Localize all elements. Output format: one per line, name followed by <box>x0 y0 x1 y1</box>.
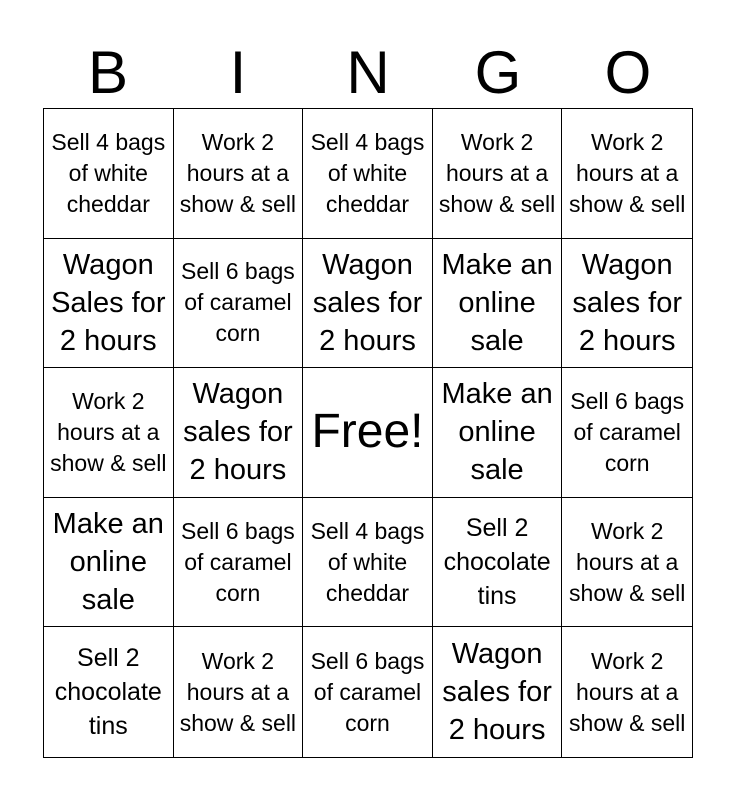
cell-text: Sell 6 bags of caramel corn <box>180 517 295 606</box>
cell-text: Wagon sales for 2 hours <box>442 638 552 747</box>
cell-text: Work 2 hours at a show & sell <box>569 517 686 606</box>
header-letter-n: N <box>346 39 390 106</box>
bingo-cell[interactable] <box>562 627 692 757</box>
bingo-cell[interactable] <box>303 498 433 628</box>
cell-text: Work 2 hours at a show & sell <box>179 128 297 217</box>
cell-text: Sell 6 bags of caramel corn <box>570 387 685 476</box>
bingo-cell[interactable] <box>433 627 563 757</box>
header-letter-o: O <box>604 39 652 106</box>
cell-text: Work 2 hours at a show & sell <box>50 387 167 476</box>
bingo-cell[interactable] <box>562 498 692 628</box>
bingo-cell[interactable] <box>174 498 304 628</box>
cell-text: Make an online sale <box>441 248 553 357</box>
cell-text: Sell 6 bags of caramel corn <box>180 258 295 347</box>
bingo-cell[interactable] <box>303 109 433 239</box>
bingo-cell[interactable] <box>303 239 433 369</box>
cell-text: Make an online sale <box>52 508 164 617</box>
bingo-cell[interactable] <box>562 239 692 369</box>
bingo-cell[interactable] <box>44 239 174 369</box>
bingo-cell[interactable] <box>562 109 692 239</box>
cell-text: Make an online sale <box>441 378 553 487</box>
free-space-cell[interactable] <box>303 368 433 498</box>
bingo-cell[interactable] <box>303 627 433 757</box>
bingo-cell[interactable] <box>174 627 304 757</box>
cell-text: Wagon Sales for 2 hours <box>51 248 166 357</box>
cell-text: Wagon sales for 2 hours <box>312 248 423 357</box>
cell-text: Sell 6 bags of caramel corn <box>310 647 425 736</box>
cell-text: Work 2 hours at a show & sell <box>179 647 297 736</box>
bingo-board <box>43 108 693 758</box>
bingo-cell[interactable] <box>433 368 563 498</box>
bingo-header <box>43 38 693 108</box>
bingo-cell[interactable] <box>44 109 174 239</box>
cell-text: Sell 4 bags of white cheddar <box>51 128 166 217</box>
bingo-cell[interactable] <box>174 368 304 498</box>
cell-text: Sell 4 bags of white cheddar <box>310 128 425 217</box>
bingo-cell[interactable] <box>174 239 304 369</box>
bingo-cell[interactable] <box>433 239 563 369</box>
header-letter-g: G <box>474 39 522 106</box>
cell-text: Work 2 hours at a show & sell <box>438 128 556 217</box>
bingo-cell[interactable] <box>562 368 692 498</box>
header-letter-b: B <box>87 39 129 106</box>
cell-text: Sell 4 bags of white cheddar <box>310 517 425 606</box>
bingo-cell[interactable] <box>44 368 174 498</box>
free-space-text: Free! <box>311 405 424 459</box>
cell-text: Work 2 hours at a show & sell <box>569 647 686 736</box>
cell-text: Sell 2 chocolate tins <box>54 644 162 741</box>
bingo-cell[interactable] <box>433 498 563 628</box>
bingo-cell[interactable] <box>174 109 304 239</box>
bingo-cell[interactable] <box>44 627 174 757</box>
cell-text: Work 2 hours at a show & sell <box>569 128 686 217</box>
cell-text: Wagon sales for 2 hours <box>572 248 682 357</box>
cell-text: Sell 2 chocolate tins <box>443 514 551 611</box>
bingo-cell[interactable] <box>44 498 174 628</box>
cell-text: Wagon sales for 2 hours <box>183 378 293 487</box>
bingo-cell[interactable] <box>433 109 563 239</box>
header-letter-i: I <box>229 39 247 106</box>
